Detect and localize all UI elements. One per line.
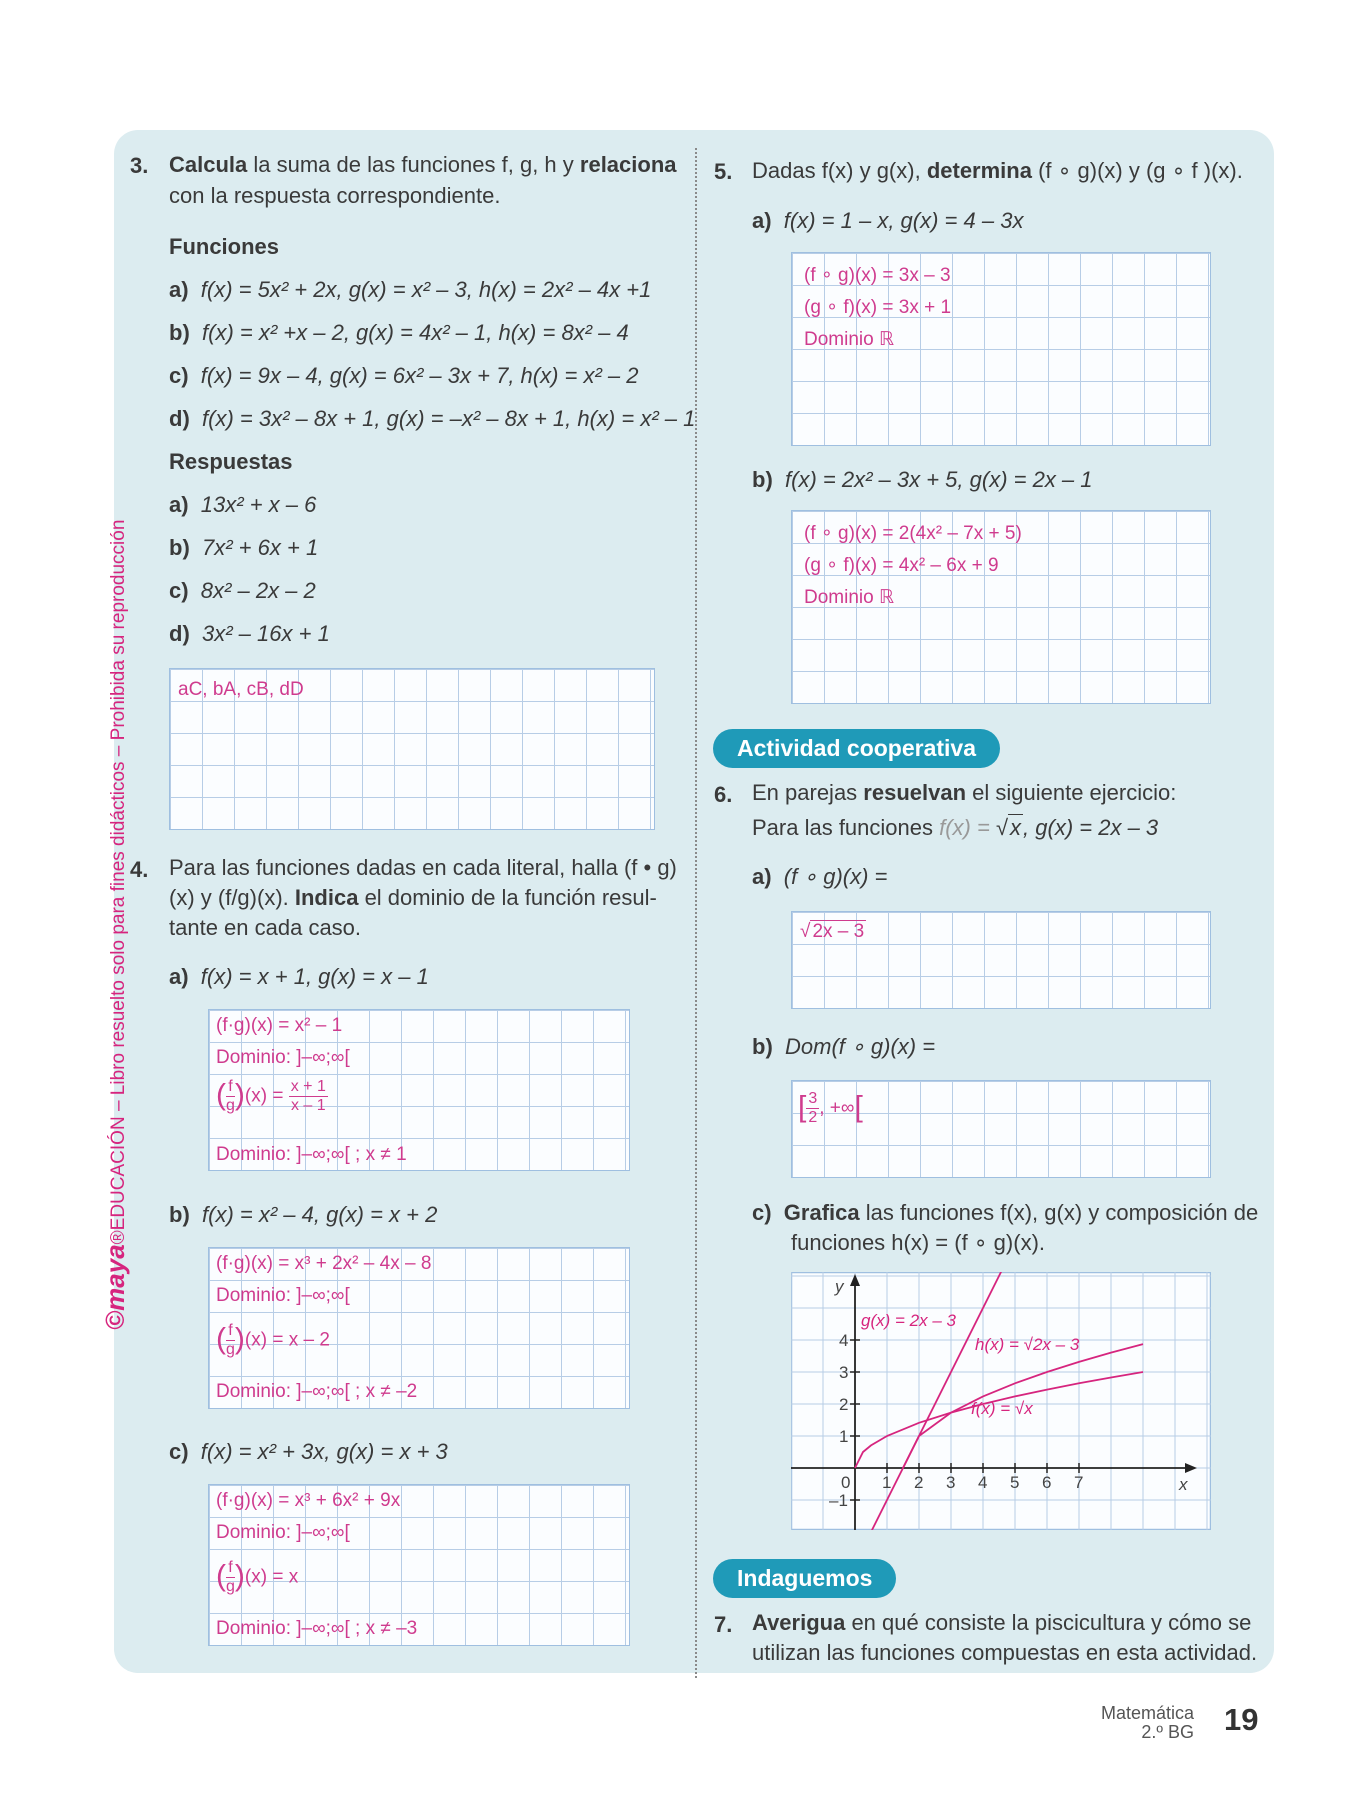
q3-respuesta-b bbox=[169, 533, 318, 563]
q4c-product: (f·g)(x) = x³ + 6x² + 9x bbox=[216, 1490, 401, 1511]
frac-g: g bbox=[226, 1578, 235, 1595]
q4-text: (x) y (f/g)(x). bbox=[169, 885, 295, 910]
q6a-radicand: 2x – 3 bbox=[812, 921, 865, 942]
q5a-ans-domain: Dominio ℝ bbox=[804, 329, 895, 350]
q7-line2: utilizan las funciones compuestas en esta actividad. bbox=[752, 1640, 1258, 1665]
column-divider bbox=[695, 148, 697, 1678]
page-number: 19 bbox=[1224, 1702, 1259, 1737]
letter: c) bbox=[752, 1200, 772, 1225]
q5a-ans-fog: (f ∘ g)(x) = 3x – 3 bbox=[804, 265, 951, 286]
indaguemos-badge: Indaguemos bbox=[713, 1559, 896, 1598]
functions-text: f(x) = 1 – x, g(x) = 4 – 3x bbox=[783, 208, 1024, 233]
frac-f: f bbox=[226, 1078, 235, 1097]
quot-num: x + 1 bbox=[290, 1078, 326, 1095]
x-tick-label: 5 bbox=[1010, 1473, 1020, 1492]
q4c-domain1: Dominio: ]–∞;∞[ bbox=[216, 1522, 350, 1543]
q5-statement bbox=[752, 156, 1243, 186]
x-tick-label: 6 bbox=[1042, 1473, 1052, 1492]
q7-text: en qué consiste la piscicultura y cómo se bbox=[845, 1610, 1252, 1635]
respuesta-text: 13x² + x – 6 bbox=[200, 492, 317, 517]
q5b-functions bbox=[752, 465, 1093, 495]
respuesta-text: 7x² + 6x + 1 bbox=[202, 535, 319, 560]
q4a-functions bbox=[169, 962, 429, 992]
q3-statement-line1 bbox=[169, 150, 677, 180]
respuesta-text: 8x² – 2x – 2 bbox=[200, 578, 316, 603]
y-tick-label: 4 bbox=[839, 1331, 849, 1350]
funcion-text: f(x) = 9x – 4, g(x) = 6x² – 3x + 7, h(x) = x² – 2 bbox=[200, 363, 639, 388]
q6-number: 6. bbox=[714, 782, 733, 807]
q5-text: Dadas f(x) y g(x), bbox=[752, 158, 927, 183]
letter: a) bbox=[752, 864, 772, 889]
q3-respuestas-title: Respuestas bbox=[169, 449, 293, 474]
funcion-text: f(x) = x² +x – 2, g(x) = 4x² – 1, h(x) = 8x² – 4 bbox=[202, 320, 629, 345]
frac-num: 3 bbox=[808, 1090, 818, 1107]
q6-text: Para las funciones bbox=[752, 815, 940, 840]
letter: a) bbox=[169, 277, 189, 302]
functions-text: f(x) = x² + 3x, g(x) = x + 3 bbox=[200, 1439, 448, 1464]
subject-name: Matemática bbox=[1100, 1703, 1194, 1723]
frac-f: f bbox=[226, 1322, 235, 1341]
label-g: g(x) = 2x – 3 bbox=[861, 1311, 956, 1330]
letter: b) bbox=[169, 535, 190, 560]
q6-statement-line2: Para las funciones f(x) = √x, g(x) = 2x – 3 bbox=[752, 815, 1159, 840]
q4b-product: (f·g)(x) = x³ + 2x² – 4x – 8 bbox=[216, 1253, 432, 1274]
letter: c) bbox=[169, 578, 189, 603]
q5-text: (f ∘ g)(x) y (g ∘ f )(x). bbox=[1031, 158, 1243, 183]
q6-radicand: x bbox=[1010, 815, 1022, 840]
q7-line1 bbox=[752, 1608, 1251, 1638]
q4b-domain1: Dominio: ]–∞;∞[ bbox=[216, 1285, 350, 1306]
q4b-domain2: Dominio: ]–∞;∞[ ; x ≠ –2 bbox=[216, 1381, 418, 1402]
letter: b) bbox=[752, 1034, 773, 1059]
q3-statement-line2: con la respuesta correspondiente. bbox=[169, 183, 501, 208]
frac-f: f bbox=[226, 1559, 235, 1578]
letter: d) bbox=[169, 621, 190, 646]
functions-text: f(x) = x + 1, g(x) = x – 1 bbox=[200, 964, 429, 989]
q5b-ans-gof: (g ∘ f)(x) = 4x² – 6x + 9 bbox=[804, 555, 999, 576]
q6-text: el siguiente ejercicio: bbox=[966, 780, 1177, 805]
q3-funcion-b bbox=[169, 318, 629, 348]
y-tick-label: –1 bbox=[829, 1491, 848, 1510]
q6-statement-line1 bbox=[752, 778, 1176, 808]
letter: a) bbox=[169, 964, 189, 989]
x-tick-label: 1 bbox=[882, 1473, 892, 1492]
q3-text: la suma de las funciones f, g, h y bbox=[247, 152, 580, 177]
q4a-quotient: ( $\frac{f}{g}$ )(x) = $\frac{x + 1}{x - 1}$ bbox=[216, 1078, 326, 1114]
q5a-ans-gof: (g ∘ f)(x) = 3x + 1 bbox=[804, 297, 952, 318]
q4-text: el dominio de la función resul- bbox=[358, 885, 657, 910]
q4a-domain1: Dominio: ]–∞;∞[ bbox=[216, 1047, 350, 1068]
letter: a) bbox=[752, 208, 772, 233]
x-tick-label: 3 bbox=[946, 1473, 956, 1492]
q6c-bold-grafica: Grafica bbox=[783, 1200, 860, 1225]
letter: b) bbox=[169, 320, 190, 345]
q5a-functions bbox=[752, 206, 1023, 236]
functions-text: f(x) = x² – 4, g(x) = x + 2 bbox=[202, 1202, 438, 1227]
q6b-text: Dom(f ∘ g)(x) = bbox=[785, 1034, 936, 1059]
q3-respuesta-c bbox=[169, 576, 316, 606]
q5-number: 5. bbox=[714, 159, 733, 184]
label-f: f(x) = √x bbox=[971, 1399, 1033, 1418]
q4-number: 4. bbox=[130, 857, 149, 882]
q5b-ans-domain: Dominio ℝ bbox=[804, 587, 895, 608]
q4b-quotient: ( $\frac{f}{g}$ )(x) = x – 2 bbox=[216, 1322, 330, 1358]
x-tick-label: 7 bbox=[1074, 1473, 1084, 1492]
letter: b) bbox=[169, 1202, 190, 1227]
q4c-quotient: ( $\frac{f}{g}$ )(x) = x bbox=[216, 1559, 299, 1595]
respuesta-text: 3x² – 16x + 1 bbox=[202, 621, 330, 646]
q4c-domain2: Dominio: ]–∞;∞[ ; x ≠ –3 bbox=[216, 1618, 418, 1639]
q3-respuesta-a bbox=[169, 490, 316, 520]
q5-bold-determina: determina bbox=[926, 158, 1032, 183]
quot-den: x – 1 bbox=[290, 1097, 326, 1114]
copyright-side-text bbox=[100, 520, 131, 1330]
q6c-line1 bbox=[752, 1198, 1258, 1228]
q6b-answer: [ $\frac{3}{2}$ , +∞[ bbox=[798, 1090, 863, 1126]
x-axis-label: x bbox=[1179, 1475, 1188, 1494]
copyright-text: ®EDUCACIÓN – Libro resuelto solo para fines didácticos – Prohibida su reproducción bbox=[108, 519, 129, 1245]
y-axis-label: y bbox=[835, 1277, 844, 1296]
q4c-functions bbox=[169, 1437, 448, 1467]
function-graph bbox=[791, 1272, 1211, 1530]
quot-prefix: (x) = bbox=[244, 1085, 284, 1107]
letter: d) bbox=[169, 406, 190, 431]
frac-g: g bbox=[226, 1341, 235, 1358]
letter: a) bbox=[169, 492, 189, 517]
q6b-label bbox=[752, 1032, 935, 1062]
q6a-text: (f ∘ g)(x) = bbox=[783, 864, 888, 889]
q4-statement-line3: tante en cada caso. bbox=[169, 915, 362, 940]
q5b-ans-fog: (f ∘ g)(x) = 2(4x² – 7x + 5) bbox=[804, 523, 1022, 544]
q7-number: 7. bbox=[714, 1612, 733, 1637]
actividad-cooperativa-badge: Actividad cooperativa bbox=[713, 729, 1000, 768]
q4a-product: (f·g)(x) = x² – 1 bbox=[216, 1015, 343, 1036]
q6a-label bbox=[752, 862, 887, 892]
q6-g-def: , g(x) = 2x – 3 bbox=[1023, 815, 1159, 840]
x-tick-label: 2 bbox=[914, 1473, 924, 1492]
q3-funcion-c bbox=[169, 361, 639, 391]
q6-bold-resuelvan: resuelvan bbox=[863, 780, 967, 805]
q6-f-def: f(x) = bbox=[939, 815, 996, 840]
q4b-functions bbox=[169, 1200, 437, 1230]
q6c-text: las funciones f(x), g(x) y composición de bbox=[859, 1200, 1259, 1225]
q3-funcion-d bbox=[169, 404, 695, 434]
q4-statement-line2 bbox=[169, 883, 657, 913]
q3-funcion-a bbox=[169, 275, 651, 305]
label-h: h(x) = √2x – 3 bbox=[975, 1335, 1080, 1354]
funcion-text: f(x) = 3x² – 8x + 1, g(x) = –x² – 8x + 1, h(x) = x² – 1 bbox=[202, 406, 696, 431]
footer-subject bbox=[1101, 1704, 1194, 1742]
y-tick-label: 3 bbox=[839, 1363, 849, 1382]
q6c-line2: funciones h(x) = (f ∘ g)(x). bbox=[791, 1230, 1046, 1255]
x-tick-label: 0 bbox=[841, 1473, 851, 1492]
functions-text: f(x) = 2x² – 3x + 5, g(x) = 2x – 1 bbox=[785, 467, 1093, 492]
grade: 2.º BG bbox=[1141, 1722, 1194, 1742]
brand-logo: ©maya bbox=[100, 1244, 130, 1330]
q3-bold-calcula: Calcula bbox=[169, 152, 248, 177]
x-tick-label: 4 bbox=[978, 1473, 988, 1492]
q4-bold-indica: Indica bbox=[294, 885, 359, 910]
letter: c) bbox=[169, 1439, 189, 1464]
q3-bold-relaciona: relaciona bbox=[579, 152, 677, 177]
q3-funciones-title: Funciones bbox=[169, 234, 280, 259]
q6a-answer: √ 2x – 3 bbox=[800, 921, 865, 942]
funcion-text: f(x) = 5x² + 2x, g(x) = x² – 3, h(x) = 2x² – 4x +1 bbox=[200, 277, 652, 302]
quot-text: (x) = x bbox=[244, 1566, 299, 1588]
q3-answer-text: aC, bA, cB, dD bbox=[178, 679, 304, 700]
q3-respuesta-d bbox=[169, 619, 330, 649]
frac-g: g bbox=[226, 1097, 235, 1114]
quot-text: (x) = x – 2 bbox=[244, 1329, 330, 1351]
q4-statement-line1: Para las funciones dadas en cada literal, halla (f • g) bbox=[169, 855, 677, 880]
letter: c) bbox=[169, 363, 189, 388]
y-tick-label: 2 bbox=[839, 1395, 849, 1414]
q7-bold-averigua: Averigua bbox=[752, 1610, 846, 1635]
y-tick-label: 1 bbox=[839, 1427, 849, 1446]
q3-number: 3. bbox=[130, 153, 149, 178]
q6-text: En parejas bbox=[752, 780, 864, 805]
q4a-domain2: Dominio: ]–∞;∞[ ; x ≠ 1 bbox=[216, 1144, 407, 1165]
letter: b) bbox=[752, 467, 773, 492]
q6b-interval-end: , +∞ bbox=[819, 1097, 855, 1119]
frac-den: 2 bbox=[808, 1109, 818, 1126]
